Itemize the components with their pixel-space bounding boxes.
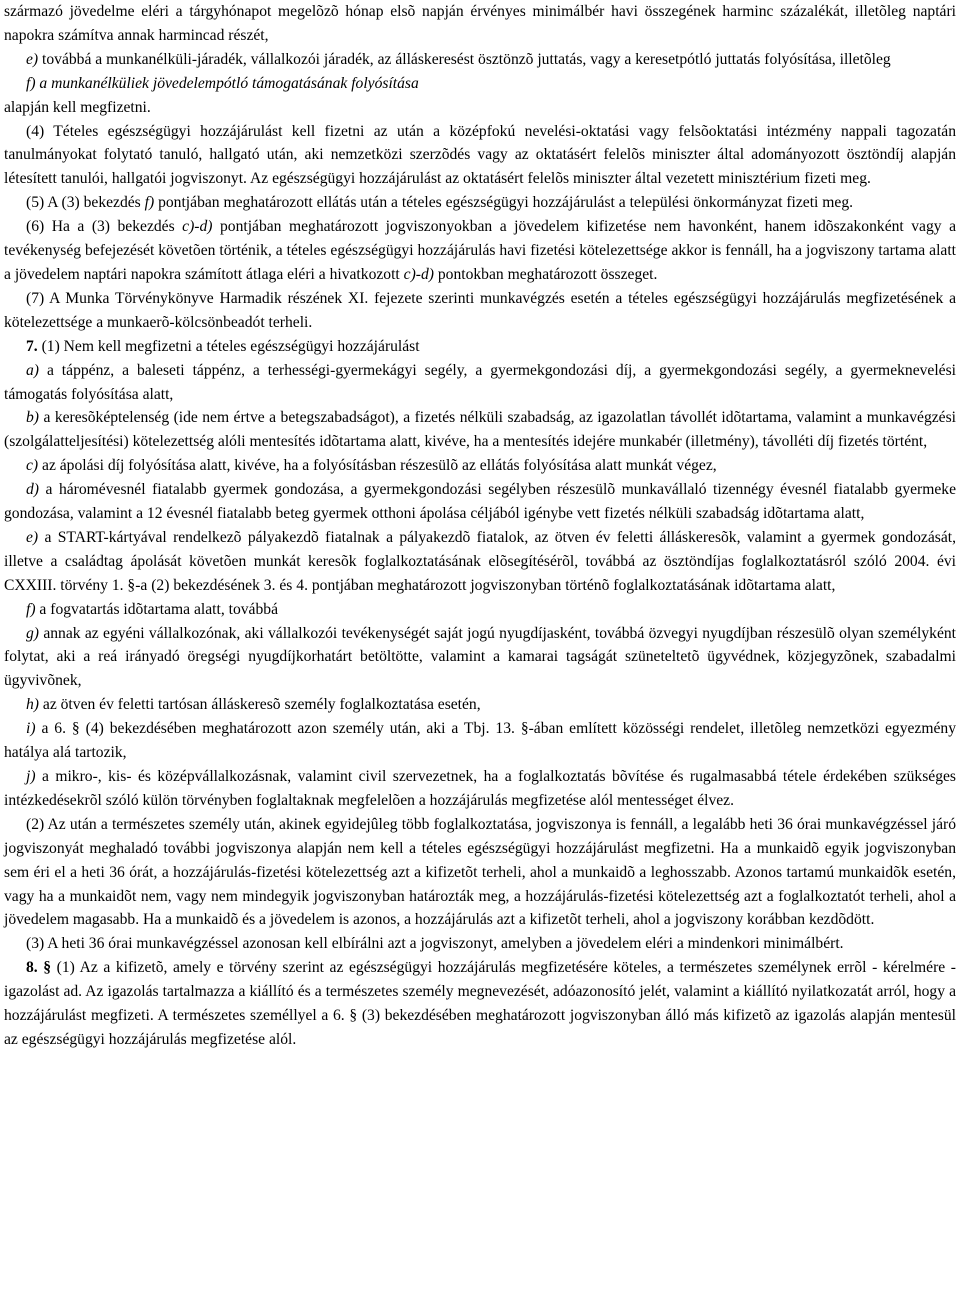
paragraph-text: a START-kártyával rendelkezõ pályakezdõ fiatalnak a pályakezdõ fiatalok, az ötven év feletti álláskeresõk, valamint a gyermek gondozását, illetve a családtag ápolását követõen munkát keresõk foglalkoztatásának elõsegítésérõl, továbbá az ösztöndíjas foglalkoztatásról szóló 2004. évi CXXIII. törvény 1. §-a (2) bekezdésének 3. és 4. pontjában meghatározott jogviszonyban történõ foglalkoztatásának idõtartama alatt,	[4, 528, 956, 594]
paragraph	[4, 932, 956, 956]
section-number: 8. §	[26, 959, 57, 977]
paragraph-text: továbbá a munkanélküli-járadék, vállalkozói járadék, az álláskeresést ösztönzõ juttatás, vagy a keresetpótló juttatás folyósítása, illetõleg	[38, 50, 891, 68]
italic-text: e)	[26, 528, 39, 546]
paragraph-text: a táppénz, a baleseti táppénz, a terhességi-gyermekágyi segély, a gyermekgondozási díj, a gyermekgondozási segély, a gyermeknevelési támogatás folyósítása alatt,	[4, 361, 956, 403]
paragraph-text: (4) Tételes egészségügyi hozzájárulást kell fizetni az után a középfokú nevelési-oktatási vagy felsõoktatási intézmény nappali tagozatán tanulmányokat folytató tanuló, hallgató után, aki nemzetközi szerzõdés vagy az oktatásért felelõs miniszter által adományozott ösztöndíj alapján létesített tanulói, hallgatói jogviszonyt. Az egészségügyi hozzájárulást az oktatásért felelõs miniszter által vezetett minisztérium fizeti meg.	[4, 122, 956, 188]
italic-text: b)	[26, 409, 39, 427]
paragraph	[4, 72, 956, 96]
paragraph-text: a 6. § (4) bekezdésében meghatározott azon személy után, aki a Tbj. 13. §-ában említett közösségi rendelet, illetõleg nemzetközi egyezmény hatálya alá tartozik,	[4, 720, 956, 762]
paragraph	[4, 956, 956, 1052]
paragraph	[4, 48, 956, 72]
paragraph-text: a keresõképtelenség (ide nem értve a betegszabadságot), a fizetés nélküli szabadság, az igazolatlan távollét idõtartama, valamint a munkavégzési (szolgálatteljesítési) kötelezettség alóli mentesítés idõtartama alatt, kivéve, ha a mentesítés idejére munkabér (illetmény), távolléti díj fizetés történt,	[4, 409, 956, 451]
paragraph	[4, 765, 956, 813]
paragraph	[4, 335, 956, 359]
paragraph-text: (3) A heti 36 órai munkavégzéssel azonosan kell elbírálni azt a jogviszonyt, amelyben a jövedelem eléri a mindenkori minimálbért.	[26, 935, 844, 953]
italic-text: c)	[26, 457, 39, 475]
paragraph-text: (5) A (3) bekezdés	[26, 194, 145, 212]
italic-text: c)-d)	[403, 265, 434, 283]
paragraph	[4, 478, 956, 526]
paragraph	[4, 813, 956, 933]
paragraph-text: az ötven év feletti tartósan álláskeresõ személy foglalkoztatása esetén,	[39, 696, 481, 714]
paragraph-text: származó jövedelme eléri a tárgyhónapot megelõzõ hónap elsõ napján érvényes minimálbér havi összegének harminc százalékát, illetõleg naptári napokra számítva annak harmincad részét,	[4, 3, 956, 44]
paragraph-text: (6) Ha a (3) bekezdés	[26, 218, 183, 236]
paragraph-text: (1) Nem kell megfizetni a tételes egészségügyi hozzájárulást	[41, 337, 420, 355]
paragraph	[4, 526, 956, 598]
paragraph	[4, 454, 956, 478]
paragraph	[4, 215, 956, 287]
italic-text: c)-d)	[182, 218, 213, 236]
section-number: 7.	[26, 337, 42, 355]
italic-text: a)	[26, 361, 39, 379]
paragraph-text: a mikro-, kis- és középvállalkozásnak, valamint civil szervezetnek, ha a foglalkoztatás bõvítése és rugalmasabbá tétele érdekében szükséges intézkedésekrõl szóló külön törvényben foglaltaknak megfelelõen a hozzájárulás megfizetése alól mentességet élvez.	[4, 768, 956, 809]
paragraph	[4, 0, 956, 48]
italic-text: f)	[26, 600, 36, 618]
italic-text: d)	[26, 481, 39, 499]
italic-text: j)	[26, 768, 36, 785]
paragraph-text: (7) A Munka Törvénykönyve Harmadik részének XI. fejezete szerinti munkavégzés esetén a tételes egészségügyi hozzájárulás megfizetésének a kötelezettsége a munkaerõ-kölcsönbeadót terheli.	[4, 289, 956, 331]
paragraph	[4, 622, 956, 694]
paragraph	[4, 120, 956, 192]
italic-text: g)	[26, 624, 39, 642]
paragraph-text: pontokban meghatározott összeget.	[433, 265, 658, 283]
paragraph-text: pontjában meghatározott ellátás után a tételes egészségügyi hozzájárulást a települési önkormányzat fizeti meg.	[154, 194, 854, 212]
paragraph-text: annak az egyéni vállalkozónak, aki vállalkozói tevékenységét saját jogú nyugdíjasként, továbbá özvegyi nyugdíjban részesülõ olyan személyként folytat, aki a reá irányadó öregségi nyugdíjkorhatárt betöltötte, valamint a kamarai tagságát szüneteltetõ ügyvédnek, közjegyzõnek, szabadalmi ügyvivõnek,	[4, 624, 956, 690]
paragraph	[4, 96, 956, 120]
italic-text: e)	[26, 50, 39, 68]
paragraph-text: pontjában meghatározott jogviszonyokban a jövedelem kifizetése nem havonként, hanem idõszakonként vagy a tevékenység befejezését követõen történik, a tételes egészségügyi hozzájárulás havi fizetési kötelezettsége akkor is fennáll, ha a jogviszony tartama alatt a jövedelem naptári napokra számított átlaga eléri a hivatkozott	[4, 218, 956, 283]
document-body	[4, 0, 956, 1052]
paragraph-text: (1) Az a kifizetõ, amely e törvény szerint az egészségügyi hozzájárulás megfizetésére köteles, a természetes személynek errõl - kérelmére - igazolást ad. Az igazolás tartalmazza a kiállító és a természetes személy megnevezését, adóazonosító jelét, valamint a kiállító nyilatkozatát arról, hogy a hozzájárulást megfizeti. A természetes személlyel a 6. § (3) bekezdésében meghatározott jogviszonyban álló más kifizetõ az igazolás alapján mentesül az egészségügyi hozzájárulás megfizetése alól.	[4, 959, 956, 1048]
paragraph	[4, 359, 956, 407]
italic-text: f)	[144, 194, 155, 212]
paragraph	[4, 717, 956, 765]
italic-text: f) a munkanélküliek jövedelempótló támogatásának folyósítása	[26, 74, 419, 92]
paragraph	[4, 598, 956, 622]
paragraph-text: (2) Az után a természetes személy után, akinek egyidejûleg több foglalkoztatása, jogviszonya is fennáll, a legalább heti 36 órai munkavégzéssel járó jogviszonyát meghaladó további jogviszonya alapján nem kell a tételes egészségügyi hozzájárulást megfizetni. Ha a munkaidõ egyik jogviszonyban sem éri el a heti 36 órát, a hozzájárulás-fizetési kötelezettség azt a kifizetõt terheli, ahol a munkaidõ a leghosszabb. Azonos tartamú munkaidõk esetén, vagy ha a munkaidõt nem, vagy nem mindegyik jogviszonyban határozták meg, a hozzájárulás-fizetési kötelezettség azt a foglalkoztatót terheli, ahol a jövedelem magasabb. Ha a munkaidõ és a jövedelem is azonos, a hozzájárulás azt a kifizetõt terheli, ahol a jogviszony korábban kezdõdött.	[4, 815, 956, 929]
paragraph	[4, 191, 956, 215]
paragraph-text: alapján kell megfizetni.	[4, 98, 151, 116]
paragraph-text: az ápolási díj folyósítása alatt, kivéve, ha a folyósításban részesülõ az ellátás folyósítása alatt munkát végez,	[38, 457, 717, 475]
italic-text: h)	[26, 696, 39, 714]
paragraph	[4, 693, 956, 717]
italic-text: i)	[26, 720, 36, 738]
paragraph	[4, 406, 956, 454]
paragraph	[4, 287, 956, 335]
paragraph-text: a fogvatartás idõtartama alatt, továbbá	[35, 600, 278, 618]
paragraph-text: a háromévesnél fiatalabb gyermek gondozása, a gyermekgondozási segélyben részesülõ munkavállaló tizennégy évesnél fiatalabb gyermeke gondozása, valamint a 12 évesnél fiatalabb beteg gyermek otthoni ápolása céljából igénybe vett fizetés nélküli szabadság idõtartama alatt,	[4, 481, 956, 523]
